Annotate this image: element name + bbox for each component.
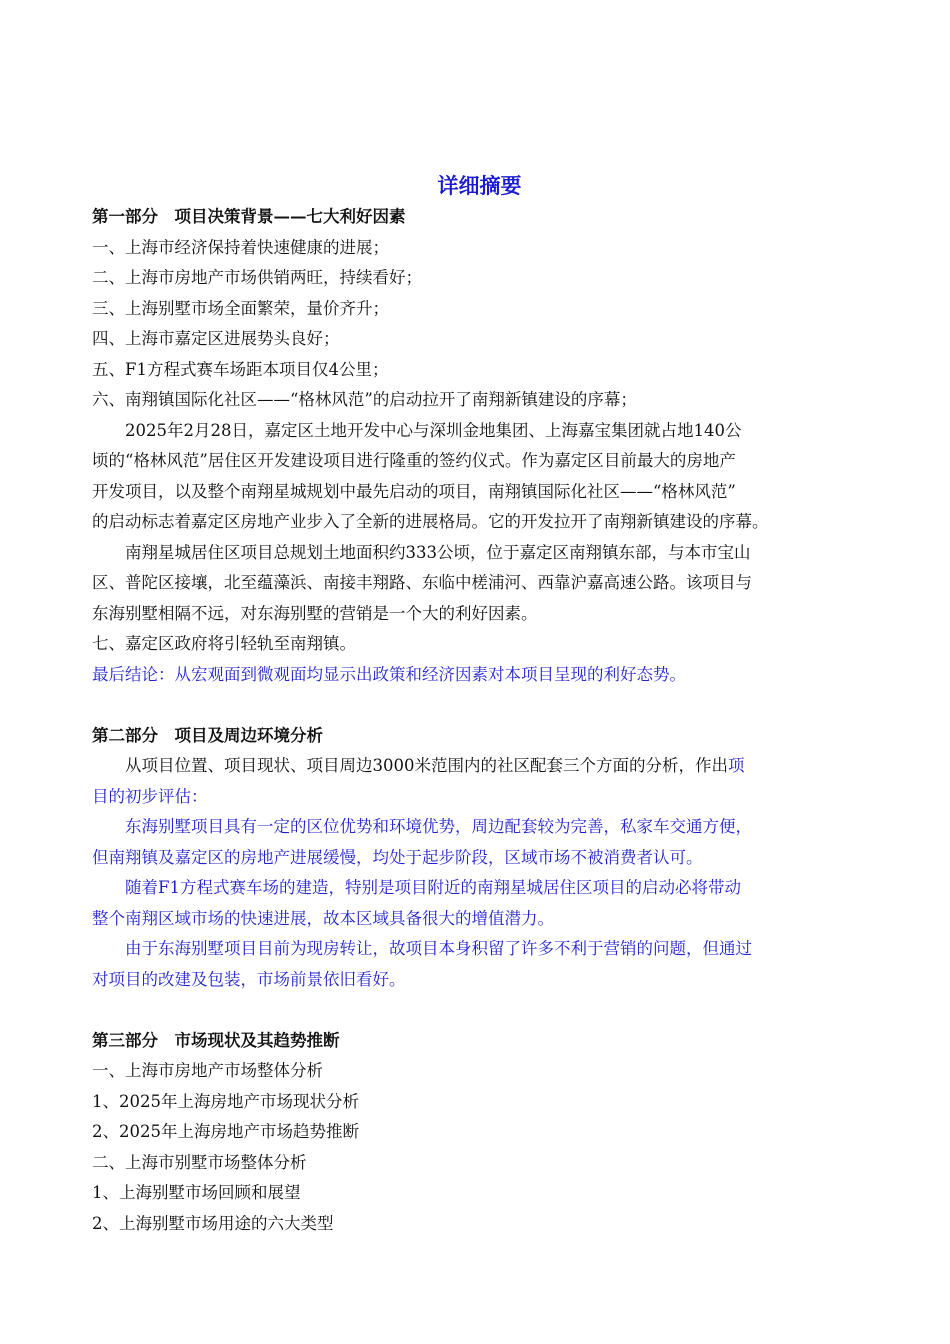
list-item: 七、嘉定区政府将引轻轨至南翔镇。 <box>92 634 356 653</box>
part2-heading: 第二部分 项目及周边环境分析 <box>92 725 323 745</box>
list-item: 五、F1方程式赛车场距本项目仅4公里； <box>92 359 389 379</box>
paragraph-line <box>92 751 867 782</box>
list-item: 一、上海市房地产市场整体分析 <box>92 1061 323 1080</box>
section-spacer <box>92 995 867 1026</box>
paragraph-line: 2025年2月28日，嘉定区土地开发中心与深圳金地集团、上海嘉宝集团就占地140公 <box>125 420 742 440</box>
list-item: 1、2025年上海房地产市场现状分析 <box>92 1091 359 1111</box>
paragraph-line: 南翔星城居住区项目总规划土地面积约333公顷，位于嘉定区南翔镇东部，与本市宝山 <box>125 542 751 562</box>
list-item: 2、2025年上海房地产市场趋势推断 <box>92 1122 359 1141</box>
list-item: 2、上海别墅市场用途的六大类型 <box>92 1213 334 1233</box>
document-page <box>92 170 867 1239</box>
paragraph-line: 区、普陀区接壤，北至蕴藻浜、南接丰翔路、东临中槎浦河、西靠沪嘉高速公路。该项目与 <box>92 573 752 592</box>
section-spacer <box>92 690 867 721</box>
list-item: 1、上海别墅市场回顾和展望 <box>92 1183 301 1202</box>
list-item: 二、上海市别墅市场整体分析 <box>92 1152 307 1172</box>
list-item: 六、南翔镇国际化社区——“格林风范”的启动拉开了南翔新镇建设的序幕； <box>92 390 637 409</box>
part1-heading: 第一部分 项目决策背景——七大利好因素 <box>92 207 406 226</box>
paragraph-line: 整个南翔区域市场的快速进展，故本区域具备很大的增值潜力。 <box>92 908 554 928</box>
paragraph-line: 对项目的改建及包装，市场前景依旧看好。 <box>92 969 406 989</box>
paragraph-line: 东海别墅相隔不远，对东海别墅的营销是一个大的利好因素。 <box>92 603 538 623</box>
paragraph-line: 开发项目，以及整个南翔星城规划中最先启动的项目，南翔镇国际化社区——“格林风范” <box>92 481 736 501</box>
paragraph-line: 但南翔镇及嘉定区的房地产进展缓慢，均处于起步阶段，区域市场不被消费者认可。 <box>92 847 703 867</box>
intro-text: 从项目位置、项目现状、项目周边3000米范围内的社区配套三个方面的分析，作出 <box>125 756 728 775</box>
conclusion-text: 最后结论：从宏观面到微观面均显示出政策和经济因素对本项目呈现的利好态势。 <box>92 664 686 684</box>
list-item: 一、上海市经济保持着快速健康的进展； <box>92 237 389 257</box>
paragraph-line: 顷的“格林风范”居住区开发建设项目进行隆重的签约仪式。作为嘉定区目前最大的房地产 <box>92 451 736 470</box>
paragraph-line: 的启动标志着嘉定区房地产业步入了全新的进展格局。它的开发拉开了南翔新镇建设的序幕。 <box>92 512 769 531</box>
list-item: 三、上海别墅市场全面繁荣，量价齐升； <box>92 298 389 318</box>
page-title: 详细摘要 <box>437 173 522 198</box>
list-item: 四、上海市嘉定区进展势头良好； <box>92 329 340 348</box>
paragraph-line: 目的初步评估： <box>92 786 208 806</box>
paragraph-line: 东海别墅项目具有一定的区位优势和环境优势，周边配套较为完善，私家车交通方便， <box>125 817 752 836</box>
paragraph-line: 由于东海别墅项目目前为现房转让，故项目本身积留了许多不利于营销的问题，但通过 <box>125 939 752 958</box>
list-item: 二、上海市房地产市场供销两旺，持续看好； <box>92 268 422 287</box>
paragraph-line: 随着F1方程式赛车场的建造，特别是项目附近的南翔星城居住区项目的启动必将带动 <box>125 878 741 897</box>
part3-heading: 第三部分 市场现状及其趋势推断 <box>92 1030 340 1050</box>
intro-highlight: 项 <box>728 756 745 775</box>
